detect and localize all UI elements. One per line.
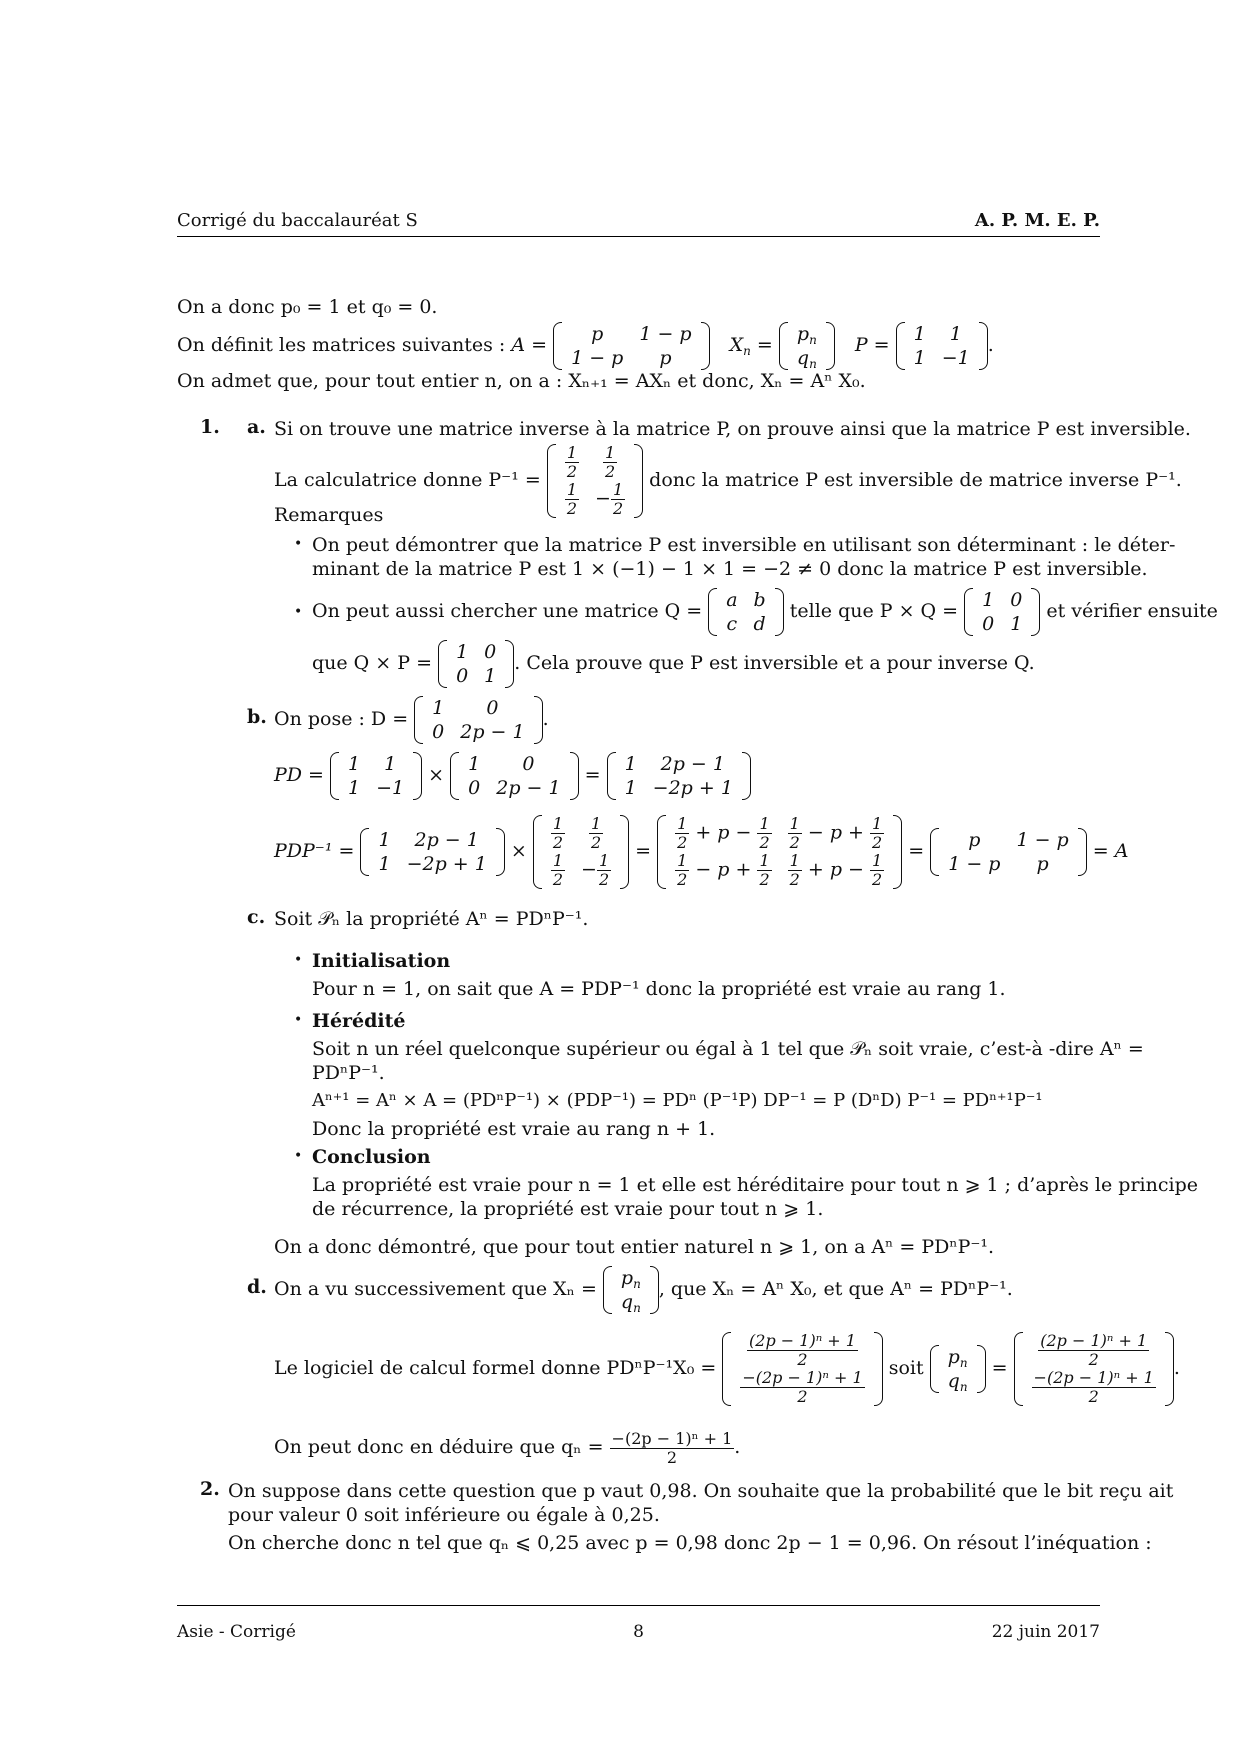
remark-2-line-2 [312,636,1035,690]
question-1-number: 1. [200,416,220,438]
part-d-line-3: On peut donc en déduire que qₙ = $\frac{\text{−(2p − 1)ⁿ + 1}}{2}$ . [274,1428,741,1467]
intro-line-2-prefix: On définit les matrices suivantes : [177,334,506,356]
remark-2-text-a: On peut aussi chercher une matrice Q = [312,600,703,622]
part-a-label: a. [247,416,266,438]
part-d-text-a: On a vu successivement que Xₙ = [274,1278,597,1300]
matrix-Xn: $p_n$ $q_n$ [779,322,835,370]
matrix-result [1014,1332,1174,1406]
matrix-Q: a b c d [708,588,784,636]
part-d-text-soit: soit [888,1357,924,1379]
conclusion-title: Conclusion [312,1146,431,1168]
matrix-A: p 1 − p 1 − p p [553,322,710,370]
heredity-line-4: Donc la propriété est vraie au rang n + 1. [312,1118,716,1140]
matrix-Xn: $p_n$ $q_n$ [930,1345,986,1393]
header-right: A. P. M. E. P. [974,210,1100,231]
matrix-PDP-expanded: $\frac{1}{2}$ + p − $\frac{1}{2}$ $\frac{1}{2}$ − p + $\frac{1}{2}$ $\frac{1}{2}$ − p + $\frac{1}{2}$ $\frac{1}{2}$ + p − $\frac{1}{2}$ [657,815,902,889]
matrix-D: 1 0 0 2p − 1 [450,752,578,800]
matrix-D: 1 0 0 2p − 1 [414,696,542,744]
init-text: Pour n = 1, on sait que A = PDP⁻¹ donc la propriété est vraie au rang 1. [312,978,1006,1000]
remarks-title: Remarques [274,504,384,526]
bullet-icon: • [294,952,303,968]
question-2-number: 2. [200,1478,220,1500]
intro-line-3: On admet que, pour tout entier n, on a : Xₙ₊₁ = AXₙ et donc, Xₙ = Aⁿ X₀. [177,370,866,392]
qn-den: 2 [666,1447,678,1467]
matrix-P-inverse: $\frac{1}{2}$ $\frac{1}{2}$ $\frac{1}{2}$ − $\frac{1}{2}$ [533,815,629,889]
conclusion-line-1: La propriété est vraie pour n = 1 et elle est héréditaire pour tout n ⩾ 1 ; d’après le principe [312,1174,1198,1196]
pdp-label: PDP⁻¹ = [274,840,355,862]
q2-line-2: pour valeur 0 soit inférieure ou égale à 0,25. [228,1504,660,1526]
heredity-line-2: PDⁿP⁻¹. [312,1062,385,1084]
matrix-identity: 1 0 0 1 [964,588,1040,636]
remark-1-line-2: minant de la matrice P est 1 × (−1) − 1 × 1 = −2 ≠ 0 donc la matrice P est inversible. [312,558,1148,580]
matrix-P-inverse: $\frac{1}{2}$ $\frac{1}{2}$ $\frac{1}{2}$ − $\frac{1}{2}$ [547,444,643,518]
q2-line-1: On suppose dans cette question que p vaut 0,98. On souhaite que la probabilité que le bit reçu ait [228,1480,1174,1502]
matrix-PD: 1 2p − 1 1 −2p + 1 [607,752,751,800]
heredity-line-1: Soit n un réel quelconque supérieur ou égal à 1 tel que 𝒫ₙ soit vraie, c’est-à -dire Aⁿ = [312,1038,1144,1060]
result-top-den: 2 [1088,1350,1099,1369]
init-title: Initialisation [312,950,451,972]
result-top-num: (2p − 1)ⁿ + 1 [749,1331,856,1350]
matrix-PD: 1 2p − 1 1 −2p + 1 [360,828,504,876]
remark-2-text-c: et vérifier ensuite [1046,600,1218,622]
page-footer [177,1605,1100,1642]
pd-label: PD = [274,764,324,786]
qn-fraction [610,1430,735,1467]
remark-2-text-e: . Cela prouve que P est inversible et a pour inverse Q. [514,652,1035,674]
result-bot-num: −(2p − 1)ⁿ + 1 [742,1368,863,1387]
matrix-A: p 1 − p 1 − p p [930,828,1087,876]
footer-date: 22 juin 2017 [991,1622,1100,1642]
remark-2-text-b: telle que P × Q = [789,600,959,622]
intro-line-2: On définit les matrices suivantes : A = p 1 − p 1 − p p $X_n$ = $p_n$ $q_n$ P = 1 1 1 −1 . [177,323,994,371]
remark-2-text-d: que Q × P = [312,652,433,674]
matrix-P: 1 1 1 −1 [896,322,988,370]
part-b-label: b. [247,706,267,728]
remark-1-line-1: On peut démontrer que la matrice P est inversible en utilisant son déterminant : le déter- [312,534,1176,556]
result-bot-den: 2 [797,1387,808,1406]
bullet-icon: • [294,1012,303,1028]
part-c-line-1: Soit 𝒫ₙ la propriété Aⁿ = PDⁿP⁻¹. [274,908,589,930]
part-d-label: d. [247,1276,267,1298]
part-d-text-c: Le logiciel de calcul formel donne PDⁿP⁻¹X₀ = [274,1357,717,1379]
part-d-text-b: , que Xₙ = Aⁿ X₀, et que Aⁿ = PDⁿP⁻¹. [658,1278,1013,1300]
qn-num: −(2p − 1)ⁿ + 1 [611,1428,733,1448]
part-d-line-2: Le logiciel de calcul formel donne PDⁿP⁻¹X₀ = $\frac{\text{(2p − 1)ⁿ + 1}}{2}$ $\frac{\text{−(2p − 1)ⁿ + 1}}{2}$ soit $p_n$ $q_n$ = $\frac{\text{(2p − 1)ⁿ + 1}}{2}$ $\frac{\text{−(2p − 1)ⁿ + 1}}{2}$ . [274,1331,1180,1406]
matrix-result [722,1332,882,1406]
pd-product: PD = 1 1 1 −1 × 1 0 0 2p − 1 = 1 2p − 1 1 −2p + 1 [274,748,751,802]
bullet-icon: • [294,604,303,620]
heredity-title: Hérédité [312,1010,406,1032]
part-b-line-1: On pose : D = 1 0 0 2p − 1 . [274,697,549,743]
part-c-conclusion: On a donc démontré, que pour tout entier naturel n ⩾ 1, on a Aⁿ = PDⁿP⁻¹. [274,1236,995,1258]
page-number: 8 [633,1622,644,1642]
matrix-identity: 1 0 0 1 [438,640,514,688]
part-a-line-1: Si on trouve une matrice inverse à la matrice P, on prouve ainsi que la matrice P est inversible. [274,418,1191,440]
part-b-text: On pose : D = [274,708,409,730]
footer-left: Asie - Corrigé [177,1622,296,1642]
bullet-icon: • [294,1148,303,1164]
matrix-Xn: $p_n$ $q_n$ [603,1266,659,1314]
result-top-num: (2p − 1)ⁿ + 1 [1040,1331,1148,1350]
result-bot-num: −(2p − 1)ⁿ + 1 [1033,1368,1154,1387]
part-a-line-2b: donc la matrice P est inversible de matrice inverse P⁻¹. [649,469,1182,491]
heredity-line-3: Aⁿ⁺¹ = Aⁿ × A = (PDⁿP⁻¹) × (PDP⁻¹) = PDⁿ (P⁻¹P) DP⁻¹ = P (DⁿD) P⁻¹ = PDⁿ⁺¹P⁻¹ [312,1090,1043,1111]
result-bot-den: 2 [1088,1387,1099,1406]
part-a-line-2a: La calculatrice donne P⁻¹ = [274,469,541,491]
part-d-line-1 [274,1262,1013,1316]
result-top-den: 2 [797,1350,808,1369]
page-header [177,210,1100,237]
part-d-text-d: On peut donc en déduire que qₙ = [274,1436,604,1458]
remark-2-line-1 [312,584,1218,638]
matrix-P: 1 1 1 −1 [330,752,422,800]
conclusion-line-2: de récurrence, la propriété est vraie pour tout n ⩾ 1. [312,1198,824,1220]
intro-line-1: On a donc p₀ = 1 et q₀ = 0. [177,296,438,318]
bullet-icon: • [294,536,303,552]
header-left: Corrigé du baccalauréat S [177,210,418,231]
q2-line-3: On cherche donc n tel que qₙ ⩽ 0,25 avec p = 0,98 donc 2p − 1 = 0,96. On résout l’inéquation : [228,1532,1152,1554]
pdp-product: PDP⁻¹ = 1 2p − 1 1 −2p + 1 × $\frac{1}{2}$ $\frac{1}{2}$ $\frac{1}{2}$ − $\frac{1}{2}$ = $\frac{1}{2}$ + p − $\frac{1}{2}$ $\frac{1}{2}$ − p + $\frac{1}{2}$ $\frac{1}{2}$ − p + $\frac{1}{2}$ $\frac{1}{2}$ + p − $\frac{1}{2}$ = p 1 − p 1 − p p = A [274,814,1129,889]
equals-A: = A [1092,840,1129,862]
part-c-label: c. [247,906,266,928]
